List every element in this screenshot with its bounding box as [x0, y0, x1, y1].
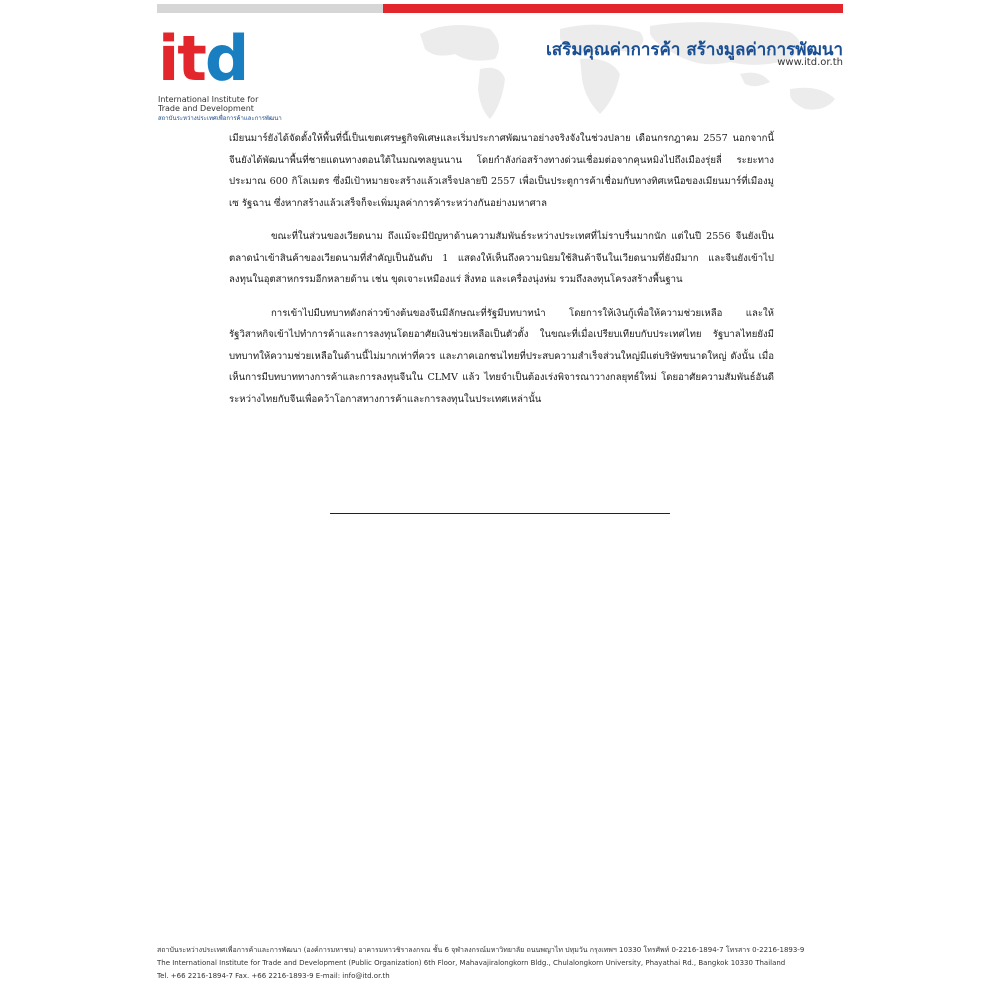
- paragraph-1: เมียนมาร์ยังได้จัดตั้งให้พื้นที่นี้เป็นเขตเศรษฐกิจพิเศษและเริ่มประกาศพัฒนาอย่างจริงจังในช่วงปลาย เดือนกรกฎาคม 2557 นอกจากนี้ จีนยังได้พัฒนาพื้นที่ชายแดนทางตอนใต้ในมณฑลยูนนาน โดยกำลังก่อสร้างทางด่วนเชื่อมต่อจากคุนหมิงไปถึงเมืองรุ่ยลี่ ระยะทางประมาณ 600 กิโลเมตร ซึ่งมีเป้าหมายจะสร้างแล้วเสร็จปลายปี 2557 เพื่อเป็นประตูการค้าเชื่อมกับทางทิศเหนือของเมียนมาร์ที่เมืองมูเซ รัฐฉาน ซึ่งหากสร้างแล้วเสร็จก็จะเพิ่มมูลค่าการค้าระหว่างกันอย่างมหาศาล: [229, 133, 774, 209]
- paragraph-3: การเข้าไปมีบทบาทดังกล่าวข้างต้นของจีนมีลักษณะที่รัฐมีบทบาทนำ โดยการให้เงินกู้เพื่อให้ความช่วยเหลือ และให้รัฐวิสาหกิจเข้าไปทำการค้าและการลงทุนโดยอาศัยเงินช่วยเหลือเป็นตัวตั้ง ในขณะที่เมื่อเปรียบเทียบกับประเทศไทย รัฐบาลไทยยังมีบทบาทให้ความช่วยเหลือในด้านนี้ไม่มากเท่าที่ควร และภาคเอกชนไทยที่ประสบความสำเร็จส่วนใหญ่มีแต่บริษัทขนาดใหญ่ ดังนั้น เมื่อเห็นการมีบทบาททางการค้าและการลงทุนจีนใน CLMV แล้ว ไทยจำเป็นต้องเร่งพิจารณาวางกลยุทธ์ใหม่ โดยอาศัยความสัมพันธ์อันดีระหว่างไทยกับจีนเพื่อคว้าโอกาสทางการค้าและการลงทุนในประเทศเหล่านั้น: [229, 307, 774, 405]
- logo-subtitle-thai: สถาบันระหว่างประเทศเพื่อการค้าและการพัฒนา: [158, 115, 282, 122]
- header-bar-gray: [157, 4, 383, 13]
- paragraph-2: ขณะที่ในส่วนของเวียดนาม ถึงแม้จะมีปัญหาด้านความสัมพันธ์ระหว่างประเทศที่ไม่ราบรื่นมากนัก แต่ในปี 2556 จีนยังเป็นตลาดนำเข้าสินค้าของเวียดนามที่สำคัญเป็นอันดับ 1 แสดงให้เห็นถึงความนิยมใช้สินค้าจีนในเวียดนามที่ยังมีมาก และจีนยังเข้าไปลงทุนในอุตสาหกรรมอีกหลายด้าน เช่น ขุดเจาะเหมืองแร่ สิ่งทอ และเครื่องนุ่งห่ม รวมถึงลงทุนโครงสร้างพื้นฐาน: [229, 231, 774, 285]
- header-bar-red: [383, 4, 843, 13]
- footer-line-contact: Tel. +66 2216-1894-7 Fax. +66 2216-1893-9 E-mail: info@itd.or.th: [157, 972, 390, 980]
- header-color-bar: [157, 4, 843, 13]
- footer-line-english: The International Institute for Trade and Development (Public Organization) 6th Floor, Mahavajiralongkorn Bldg., Chulalongkorn University, Phayathai Rd., Bangkok 10330 Thailand: [157, 959, 786, 967]
- world-map-graphic: [410, 14, 850, 124]
- header-slogan: เสริมคุณค่าการค้า สร้างมูลค่าการพัฒนา: [546, 40, 843, 60]
- section-end-rule: [330, 513, 670, 514]
- logo-subtitle-1: International Institute for: [158, 95, 259, 104]
- header-website: www.itd.or.th: [777, 57, 843, 68]
- itd-logo: itd: [158, 22, 248, 95]
- page-footer: [157, 944, 847, 983]
- document-body: [229, 128, 774, 422]
- footer-line-thai: สถาบันระหว่างประเทศเพื่อการค้าและการพัฒนา (องค์การมหาชน) อาคารมหาวชิราลงกรณ ชั้น 6 จุฬาลงกรณ์มหาวิทยาลัย ถนนพญาไท ปทุมวัน กรุงเทพฯ 10330 โทรศัพท์ 0-2216-1894-7 โทรสาร 0-2216-1893-9: [157, 946, 805, 954]
- logo-subtitle-2: Trade and Development: [158, 104, 254, 113]
